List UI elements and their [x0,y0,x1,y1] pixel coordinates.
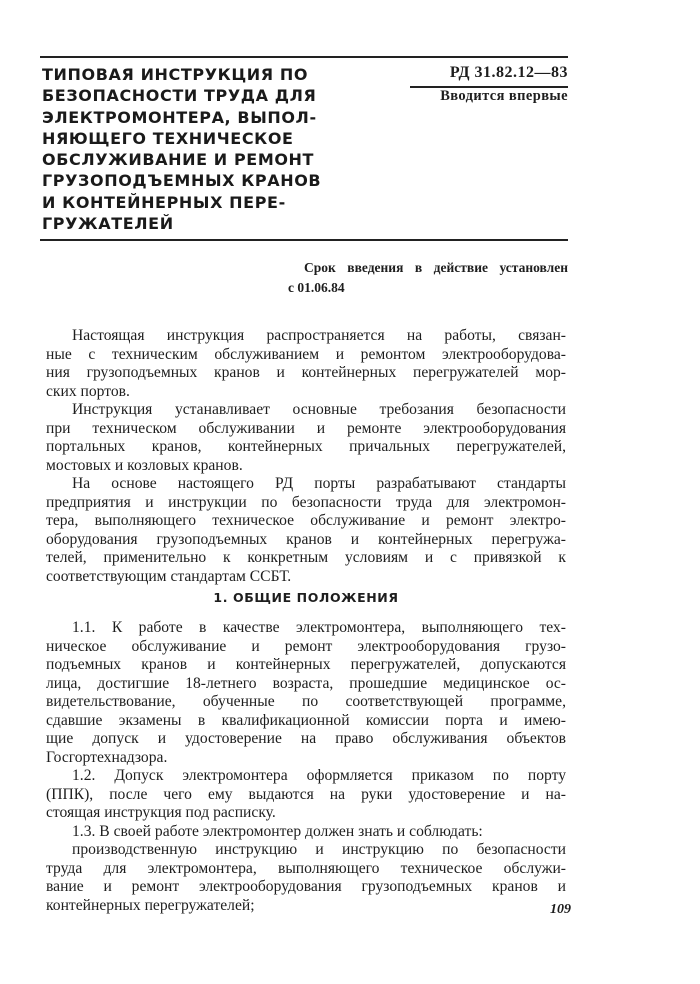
text-line: подъемных кранов и контейнерных перегружателей, допускаются [46,656,566,673]
text-line: Госгортехнадзора. [46,748,168,766]
paragraph [46,475,566,586]
text-line: видетельствование, обученные по соответствующей программе, [46,693,566,710]
text-line: ническое обслуживание и ремонт электрооборудования грузо- [46,637,566,655]
text-line: контейнерных перегружателей; [46,896,255,914]
header-bottom-rule [40,239,568,241]
text-line: сдавшие экзамены в квалификационной комиссии порта и имею- [46,711,566,729]
text-line: портальных кранов, контейнерных причальных перегружателей, [46,438,566,455]
paragraph [46,327,566,401]
paragraph [46,823,566,842]
title-line: НЯЮЩЕГО ТЕХНИЧЕСКОЕ [42,128,294,148]
title-line: ТИПОВАЯ ИНСТРУКЦИЯ ПО [42,65,309,84]
title-line: ГРУЗОПОДЪЕМНЫХ КРАНОВ [42,171,322,191]
text-line: На основе настоящего РД порты разрабатывают стандарты [72,475,566,492]
introduction-note: Вводится впервые [440,88,568,104]
title-line: ГРУЖАТЕЛЕЙ [42,214,174,234]
text-line: (ППК), после чего ему выдаются на руки удостоверение и на- [46,785,566,803]
text-line: соответствующим стандартам ССБТ. [46,567,292,585]
text-line: предприятия и инструкции по безопасности труда для электромон- [46,493,566,511]
text-line: мостовых и козловых кранов. [46,456,243,474]
document-title [42,64,321,234]
text-line: вание и ремонт электрооборудования грузоподъемных кранов и [46,878,566,895]
text-line: Настоящая инструкция распространяется на работы, связан- [72,327,566,344]
effective-date-label: Срок введения в действие установлен [304,260,568,275]
title-line: ОБСЛУЖИВАНИЕ И РЕМОНТ [42,150,315,170]
text-line: стоящая инструкция под расписку. [46,804,276,821]
text-line: щие допуск и удостоверение на право обслуживания объектов [46,730,566,747]
text-line: 1.2. Допуск электромонтера оформляется приказом по порту [72,767,566,784]
document-code: РД 31.82.12—83 [449,64,568,81]
text-line: производственную инструкцию и инструкцию по безопасности [72,841,566,858]
text-line: ских портов. [46,382,130,400]
section-heading: 1. ОБЩИЕ ПОЛОЖЕНИЯ [213,590,399,605]
page-number: 109 [550,902,571,917]
text-line: ные с техническим обслуживанием и ремонтом электрооборудова- [46,345,566,363]
text-line: труда для электромонтера, выполняющего техническое обслужи- [46,859,566,877]
text-line: оборудования грузоподъемных кранов и контейнерных перегружа- [46,530,566,548]
intro-text [46,327,566,586]
effective-date: с 01.06.84 [288,280,345,295]
text-line: ния грузоподъемных кранов и контейнерных перегружателей мор- [46,364,566,381]
section-text [46,619,566,915]
paragraph [46,767,566,823]
title-line: ЭЛЕКТРОМОНТЕРА, ВЫПОЛ- [42,107,317,127]
text-line: тера, выполняющего техническое обслуживание и ремонт электро- [46,512,566,529]
paragraph [46,841,566,915]
text-line: лица, достигшие 18-летнего возраста, прошедшие медицинское ос- [46,674,566,692]
text-line: 1.3. В своей работе электромонтер должен знать и соблюдать: [72,822,483,840]
top-rule [40,56,568,58]
text-line: телей, применительно к конкретным условиям и с привязкой к [46,549,566,566]
text-line: 1.1. К работе в качестве электромонтера, выполняющего тех- [72,619,566,636]
title-line: И КОНТЕЙНЕРНЫХ ПЕРЕ- [42,192,286,212]
text-line: при техническом обслуживании и ремонте электрооборудования [46,419,566,437]
paragraph [46,619,566,767]
title-line: БЕЗОПАСНОСТИ ТРУДА ДЛЯ [42,86,317,106]
text-line: Инструкция устанавливает основные требозания безопасности [72,401,566,418]
paragraph [46,401,566,475]
